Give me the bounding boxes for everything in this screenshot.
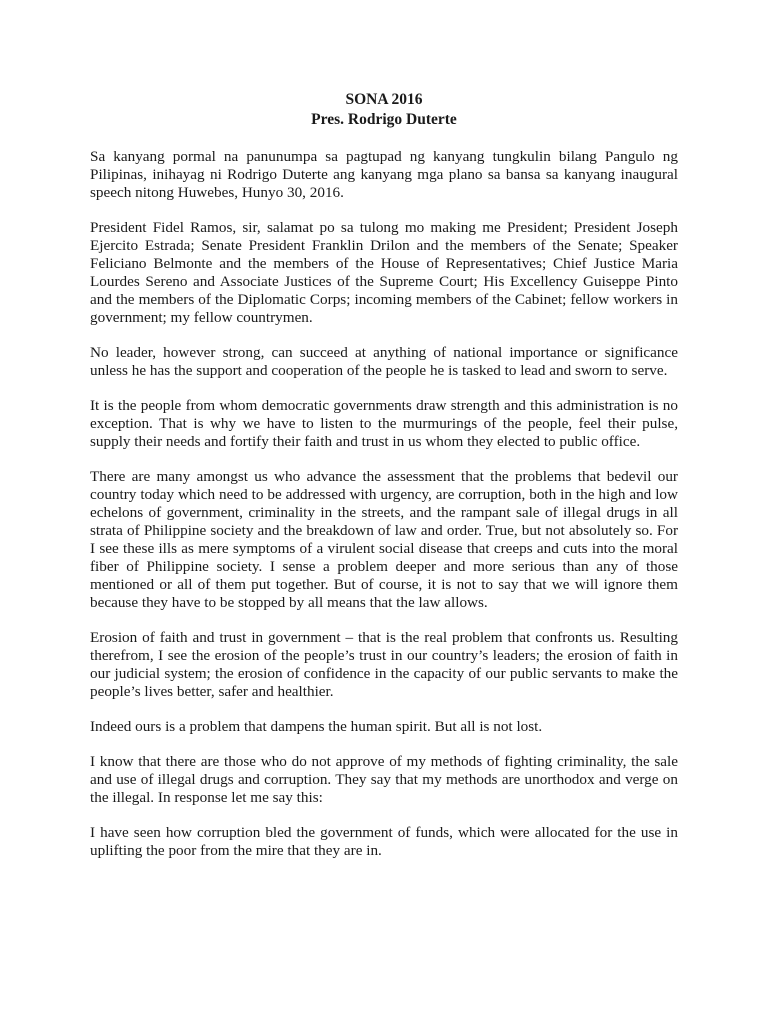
paragraph-erosion: Erosion of faith and trust in government – that is the real problem that confronts us. Resulting therefrom, I see the erosion of the people’s trust in our country’s leaders; the erosion of faith in our judicial system; the erosion of confidence in the capacity of our public servants to make the people’s lives better, safer and healthier. [90,629,678,700]
paragraph-people: It is the people from whom democratic governments draw strength and this administration is no exception. That is why we have to listen to the murmurings of the people, feel their pulse, supply their needs and fortify their faith and trust in us whom they elected to public office. [90,397,678,450]
document-body [90,148,678,877]
paragraph-leadership: No leader, however strong, can succeed at anything of national importance or significance unless he has the support and cooperation of the people he is tasked to lead and sworn to serve. [90,344,678,379]
document-title: SONA 2016 [345,91,423,108]
paragraph-problems: There are many amongst us who advance the assessment that the problems that bedevil our country today which need to be addressed with urgency, are corruption, both in the high and low echelons of government, criminality in the streets, and the rampant sale of illegal drugs in all strata of Philippine society and the breakdown of law and order. True, but not absolutely so. For I see these ills as mere symptoms of a virulent social disease that creeps and cuts into the moral fiber of Philippine society. I sense a problem deeper and more serious than any of those mentioned or all of them put together. But of course, it is not to say that we will ignore them because they have to be stopped by all means that the law allows. [90,468,678,611]
document-header [90,90,678,130]
paragraph-salutation: President Fidel Ramos, sir, salamat po sa tulong mo making me President; President Joseph Ejercito Estrada; Senate President Franklin Drilon and the members of the Senate; Speaker Feliciano Belmonte and the members of the House of Representatives; Chief Justice Maria Lourdes Sereno and Associate Justices of the Supreme Court; His Excellency Guiseppe Pinto and the members of the Diplomatic Corps; incoming members of the Cabinet; fellow workers in government; my fellow countrymen. [90,219,678,326]
paragraph-intro: Sa kanyang pormal na panunumpa sa pagtupad ng kanyang tungkulin bilang Pangulo ng Pilipinas, inihayag ni Rodrigo Duterte ang kanyang mga plano sa bansa sa kanyang inaugural speech nitong Huwebes, Hunyo 30, 2016. [90,148,678,201]
paragraph-spirit: Indeed ours is a problem that dampens the human spirit. But all is not lost. [90,718,543,735]
paragraph-methods: I know that there are those who do not approve of my methods of fighting criminality, the sale and use of illegal drugs and corruption. They say that my methods are unorthodox and verge on the illegal. In response let me say this: [90,753,678,806]
paragraph-corruption: I have seen how corruption bled the government of funds, which were allocated for the use in uplifting the poor from the mire that they are in. [90,824,678,859]
document-subtitle: Pres. Rodrigo Duterte [311,111,457,128]
